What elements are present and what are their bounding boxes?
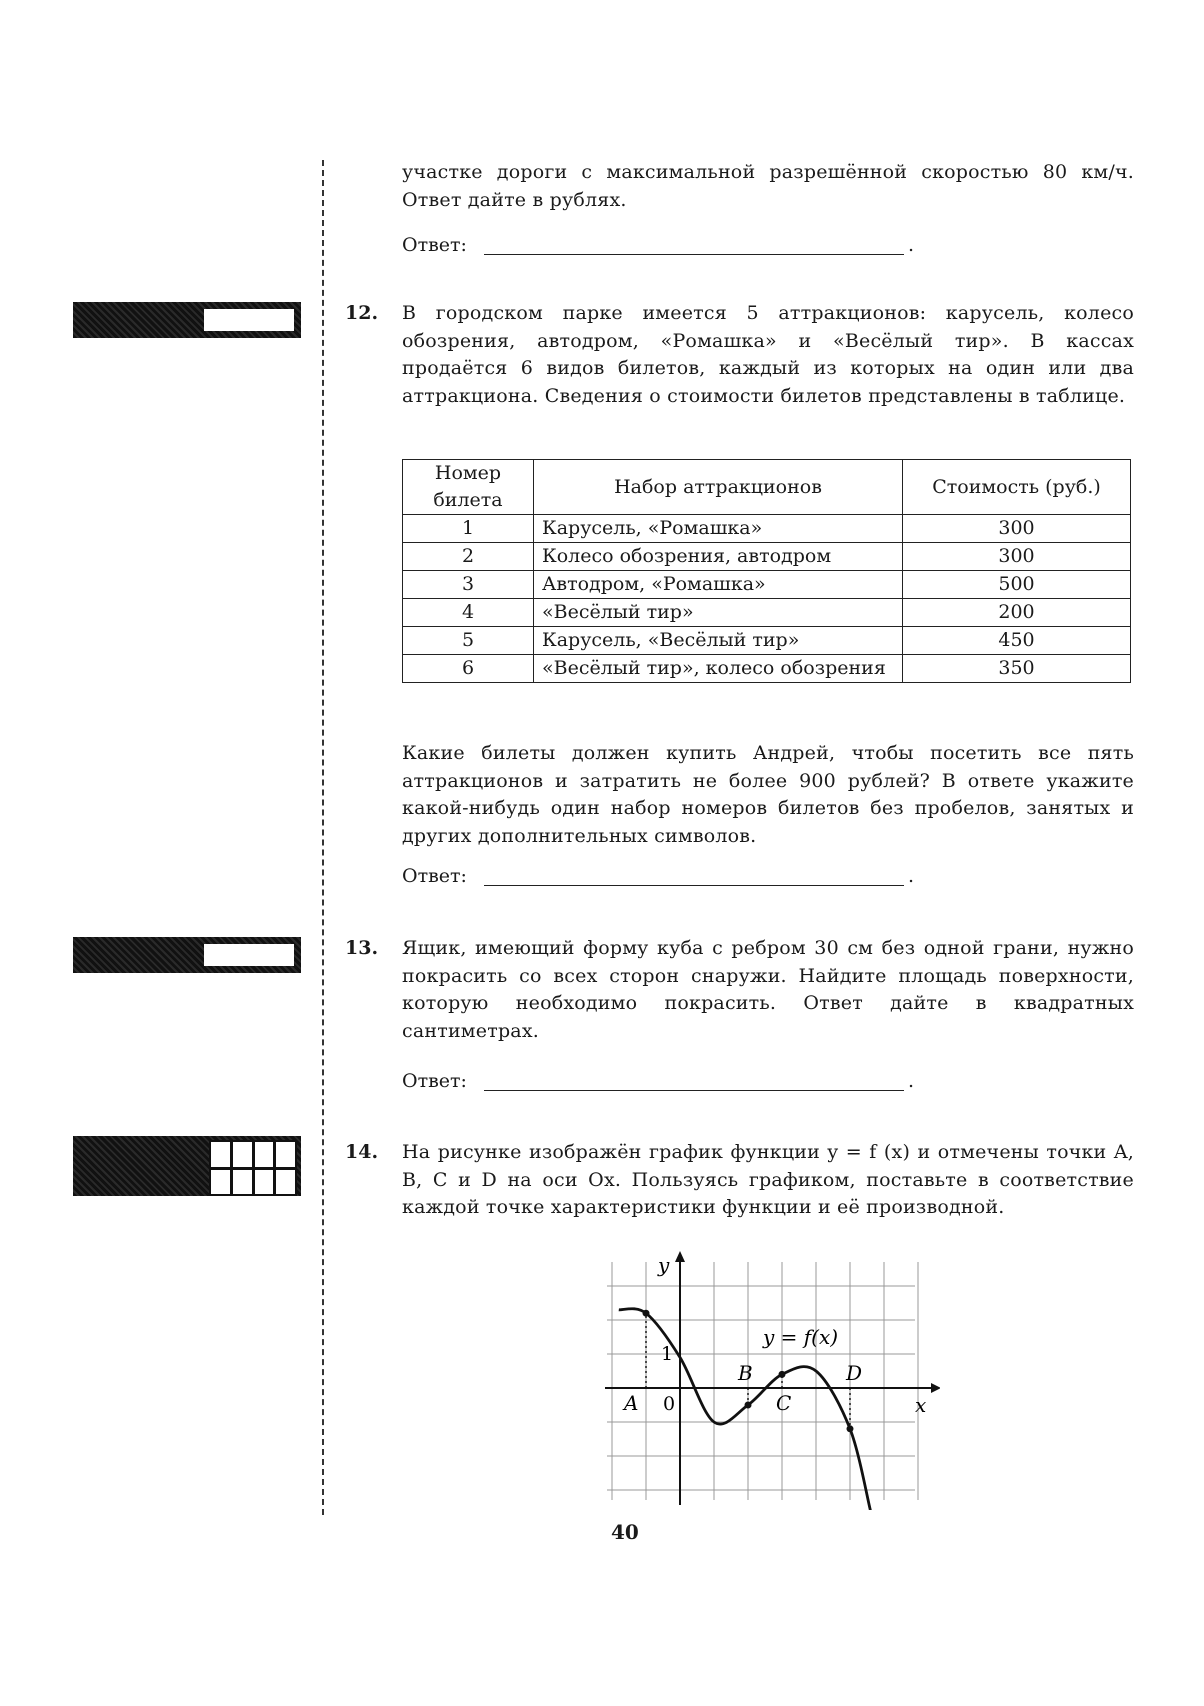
- answer-label: Ответ:: [402, 1070, 467, 1092]
- cell-cost: 200: [903, 599, 1131, 627]
- answer-input-line[interactable]: [484, 885, 904, 886]
- cell-attractions: «Весёлый тир»: [534, 599, 903, 627]
- answer-end: .: [908, 1070, 915, 1092]
- header-cost: Стоимость (руб.): [903, 460, 1131, 515]
- cell-number: 6: [403, 655, 534, 683]
- cell-attractions: Карусель, «Весёлый тир»: [534, 627, 903, 655]
- answer-mark-box-14: [73, 1136, 301, 1196]
- answer-cell: [204, 309, 294, 331]
- x-axis-label: x: [915, 1393, 927, 1417]
- q11-text: участке дороги с максимальной разрешённой скоростью 80 км/ч. Ответ дайте в рублях.: [402, 161, 1134, 211]
- cell-attractions: Карусель, «Ромашка»: [534, 515, 903, 543]
- answer-label: Ответ:: [402, 865, 467, 887]
- answer-label: Ответ:: [402, 234, 467, 256]
- answer-mark-box-13: [73, 937, 301, 973]
- point-label-a: A: [624, 1391, 639, 1415]
- q13-number: 13.: [345, 937, 379, 959]
- answer-grid: [209, 1140, 297, 1196]
- cell-cost: 300: [903, 543, 1131, 571]
- ticket-table: [402, 459, 1131, 683]
- curve-point-b: [745, 1402, 752, 1409]
- cell-attractions: «Весёлый тир», колесо обозрения: [534, 655, 903, 683]
- q12-text: В городском парке имеется 5 аттракционов: карусель, колесо обозрения, автодром, «Ромашка» и «Весёлый тир». В кассах продаётся 6 видов билетов, каждый из которых на один или два аттракциона. Сведения о стоимости билетов представлены в таблице.: [402, 302, 1134, 407]
- origin-label: 0: [663, 1393, 676, 1415]
- answer-cell: [204, 944, 294, 966]
- point-label-c: C: [776, 1391, 792, 1415]
- y-axis-arrow: [675, 1251, 685, 1262]
- cell-cost: 450: [903, 627, 1131, 655]
- answer-end: .: [908, 234, 915, 256]
- graph-grid: [607, 1262, 918, 1500]
- table-header-row: [403, 460, 1131, 515]
- page-number: 40: [611, 1520, 639, 1544]
- table-row: [403, 515, 1131, 543]
- header-attractions: Набор аттракционов: [534, 460, 903, 515]
- x-axis-arrow: [931, 1383, 940, 1393]
- curve-point-a: [643, 1310, 650, 1317]
- q12-number: 12.: [345, 302, 379, 324]
- cell-cost: 500: [903, 571, 1131, 599]
- cell-number: 5: [403, 627, 534, 655]
- cell-number: 2: [403, 543, 534, 571]
- answer-mark-box-12: [73, 302, 301, 338]
- cell-number: 4: [403, 599, 534, 627]
- table-row: [403, 655, 1131, 683]
- table-row: [403, 571, 1131, 599]
- cell-cost: 300: [903, 515, 1131, 543]
- cell-attractions: Колесо обозрения, автодром: [534, 543, 903, 571]
- header-ticket-number: Номер билета: [403, 460, 534, 515]
- point-label-b: B: [738, 1361, 753, 1385]
- q11-answer: [402, 234, 915, 262]
- cut-line: [322, 160, 324, 1515]
- table-row: [403, 543, 1131, 571]
- cell-cost: 350: [903, 655, 1131, 683]
- answer-input-line[interactable]: [484, 254, 904, 255]
- cell-attractions: Автодром, «Ромашка»: [534, 571, 903, 599]
- y-axis-label: y: [658, 1253, 670, 1277]
- curve-point-c: [779, 1371, 786, 1378]
- function-label: y = f(x): [763, 1325, 839, 1349]
- unit-label: 1: [661, 1343, 674, 1365]
- function-graph: [595, 1250, 940, 1510]
- q14-number: 14.: [345, 1141, 379, 1163]
- q14-text: На рисунке изображён график функции y = f (x) и отмечены точки A, B, C и D на оси Ox. Пользуясь графиком, поставьте в соответствие каждой точке характеристики функции и её производной.: [402, 1141, 1134, 1218]
- q13-text: Ящик, имеющий форму куба с ребром 30 см без одной грани, нужно покрасить со всех сторон снаружи. Найдите площадь поверхности, которую необходимо покрасить. Ответ дайте в квадратных сантиметрах.: [402, 937, 1134, 1042]
- q12-answer: [402, 865, 915, 893]
- q13-answer: [402, 1070, 915, 1098]
- cell-number: 3: [403, 571, 534, 599]
- point-label-d: D: [846, 1361, 863, 1385]
- q12-question: Какие билеты должен купить Андрей, чтобы посетить все пять аттракционов и затратить не более 900 рублей? В ответе укажите какой-нибудь один набор номеров билетов без пробелов, занятых и других дополнительных символов.: [402, 742, 1134, 847]
- answer-end: .: [908, 865, 915, 887]
- table-row: [403, 627, 1131, 655]
- answer-input-line[interactable]: [484, 1090, 904, 1091]
- table-row: [403, 599, 1131, 627]
- curve-point-d: [847, 1425, 854, 1432]
- cell-number: 1: [403, 515, 534, 543]
